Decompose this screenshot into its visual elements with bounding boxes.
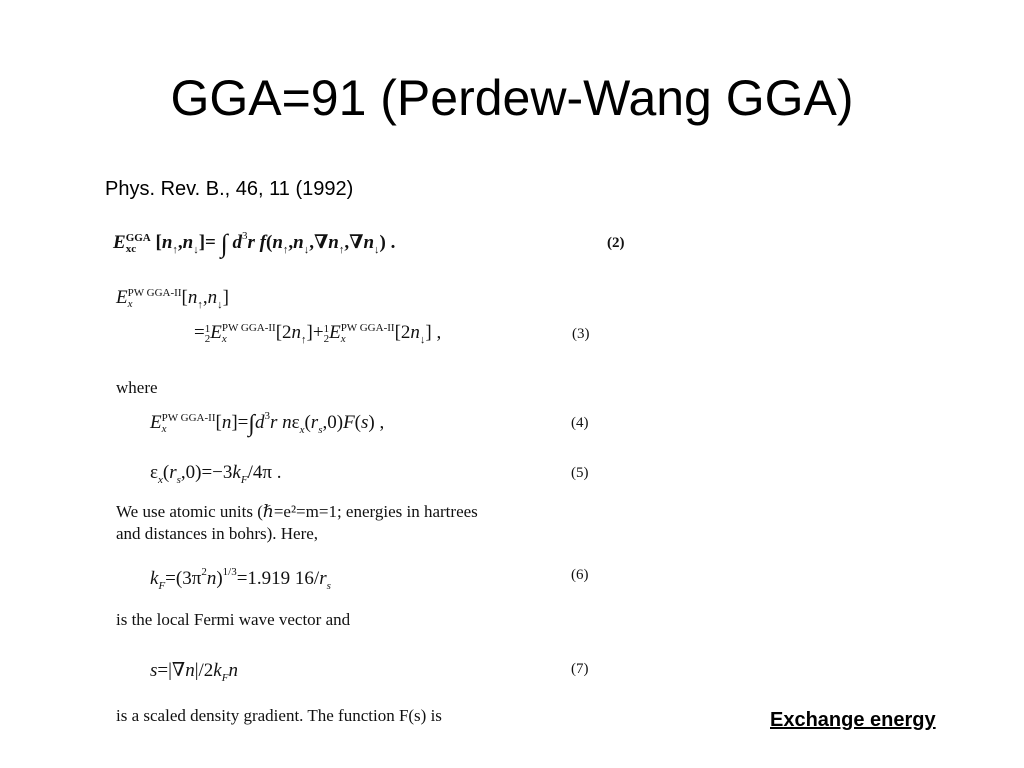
exchange-energy-link[interactable]: Exchange energy [770,709,936,731]
prose-units-line-1: We use atomic units (ℏ=e²=m=1; energies in hartrees [116,502,478,521]
prose-units-line-2: and distances in bohrs). Here, [116,524,319,543]
equation-number: (3) [572,326,590,342]
equation-3-lhs: EPW GGA-II x $[n_↑,n_↓]$ [116,286,229,311]
equation-4: EPW GGA-II x $[n]=\int d^3r$ $n\varepsilon_x(r_s,0)F(s)$ , [150,410,385,437]
equation-number: (6) [571,567,589,583]
equation-number: (7) [571,661,589,677]
slide-title: GGA=91 (Perdew-Wang GGA) [170,70,854,126]
equation-3-rhs: =1 2EPW GGA-II x $[2n_↑]+1$ 2EPW GGA-II x $[2n_↓]$ , [194,321,442,346]
equation-5: $\varepsilon_x(r_s,0)=-3k_F/4\pi$ . [150,462,282,486]
equation-6: $k_F=(3\pi^2n)^{1/3}=1.919$ $16/r_s$ [150,566,331,592]
equation-2: EGGA xc $[n_↑,n_↓]=$ ∫ $d^3r$ $f(n_↑,n_↓,\nabla n_↑,\nabla n_↓)$ . [113,229,396,258]
prose-fermi: is the local Fermi wave vector and [116,610,351,629]
equation-7: $s=|\nabla n|/2k_Fn$ [150,660,238,684]
prose-where: where [116,378,158,397]
equation-number: (4) [571,415,589,431]
citation: Phys. Rev. B., 46, 11 (1992) [105,178,354,200]
equation-number: (5) [571,465,589,481]
equation-number: (2) [607,235,625,251]
prose-scaled-gradient: is a scaled density gradient. The function F(s) is [116,706,442,725]
